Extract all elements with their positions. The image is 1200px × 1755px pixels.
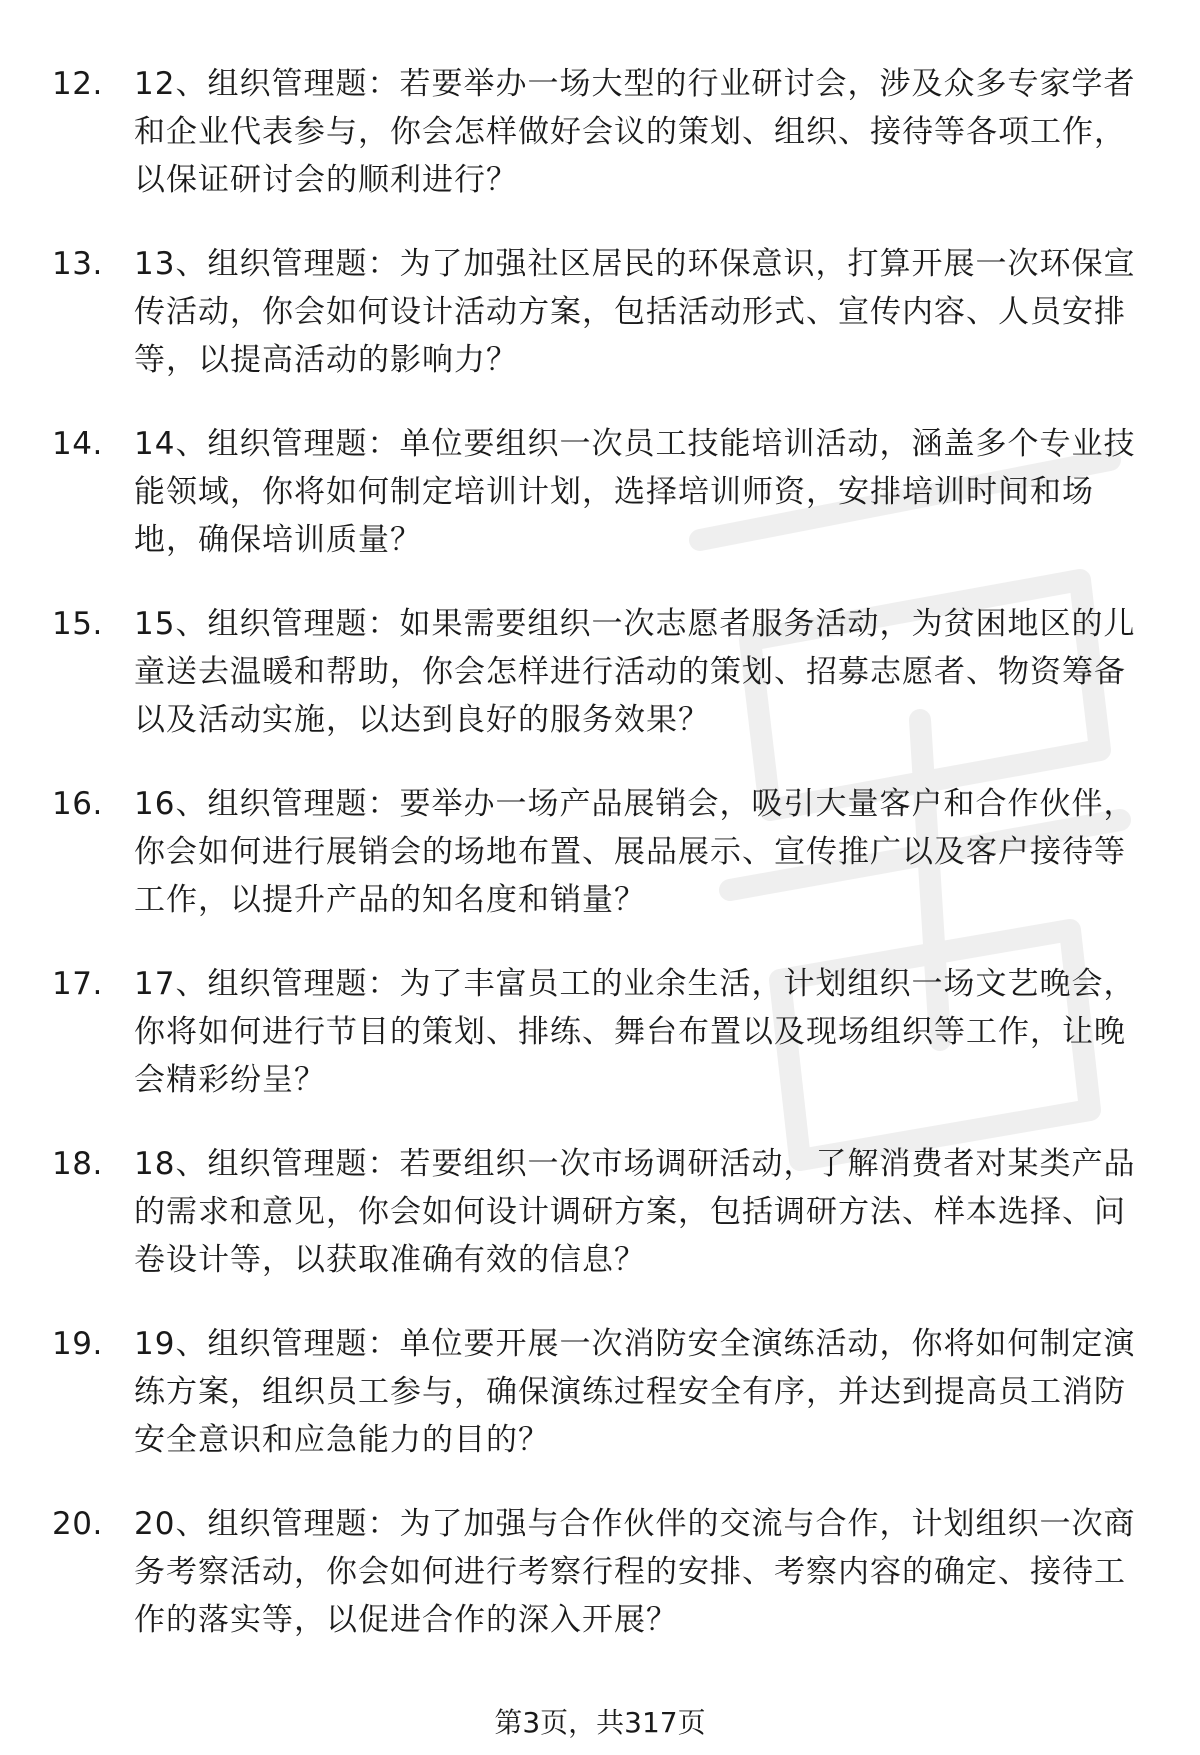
question-item	[52, 240, 1152, 384]
question-number: 16.	[52, 786, 103, 822]
question-text: 20、组织管理题：为了加强与合作伙伴的交流与合作，计划组织一次商务考察活动，你会如何进行考察行程的安排、考察内容的确定、接待工作的落实等，以促进合作的深入开展？	[134, 1506, 1136, 1638]
question-item	[52, 600, 1152, 744]
page-footer: 第3页，共317页	[494, 1706, 706, 1739]
question-number: 20.	[52, 1506, 103, 1542]
question-item	[52, 1500, 1152, 1644]
question-number: 14.	[52, 426, 103, 462]
question-number: 19.	[52, 1326, 103, 1362]
question-item	[52, 1320, 1152, 1464]
question-text: 13、组织管理题：为了加强社区居民的环保意识，打算开展一次环保宣传活动，你会如何设计活动方案，包括活动形式、宣传内容、人员安排等，以提高活动的影响力？	[134, 246, 1136, 378]
question-item	[52, 1140, 1152, 1284]
question-text: 19、组织管理题：单位要开展一次消防安全演练活动，你将如何制定演练方案，组织员工参与，确保演练过程安全有序，并达到提高员工消防安全意识和应急能力的目的？	[134, 1326, 1136, 1458]
question-text: 16、组织管理题：要举办一场产品展销会，吸引大量客户和合作伙伴，你会如何进行展销会的场地布置、展品展示、宣传推广以及客户接待等工作，以提升产品的知名度和销量？	[134, 786, 1136, 918]
question-text: 18、组织管理题：若要组织一次市场调研活动，了解消费者对某类产品的需求和意见，你会如何设计调研方案，包括调研方法、样本选择、问卷设计等，以获取准确有效的信息？	[134, 1146, 1136, 1278]
question-number: 15.	[52, 606, 103, 642]
question-list	[52, 60, 1152, 1680]
question-item	[52, 420, 1152, 564]
question-number: 18.	[52, 1146, 103, 1182]
question-number: 12.	[52, 66, 103, 102]
question-number: 13.	[52, 246, 103, 282]
question-item	[52, 60, 1152, 204]
question-number: 17.	[52, 966, 103, 1002]
question-text: 14、组织管理题：单位要组织一次员工技能培训活动，涵盖多个专业技能领域，你将如何制定培训计划，选择培训师资，安排培训时间和场地，确保培训质量？	[134, 426, 1136, 558]
question-text: 12、组织管理题：若要举办一场大型的行业研讨会，涉及众多专家学者和企业代表参与，你会怎样做好会议的策划、组织、接待等各项工作，以保证研讨会的顺利进行？	[134, 66, 1136, 198]
question-item	[52, 780, 1152, 924]
question-text: 17、组织管理题：为了丰富员工的业余生活，计划组织一场文艺晚会，你将如何进行节目的策划、排练、舞台布置以及现场组织等工作，让晚会精彩纷呈？	[134, 966, 1136, 1098]
question-item	[52, 960, 1152, 1104]
question-text: 15、组织管理题：如果需要组织一次志愿者服务活动，为贫困地区的儿童送去温暖和帮助，你会怎样进行活动的策划、招募志愿者、物资筹备以及活动实施，以达到良好的服务效果？	[134, 606, 1136, 738]
